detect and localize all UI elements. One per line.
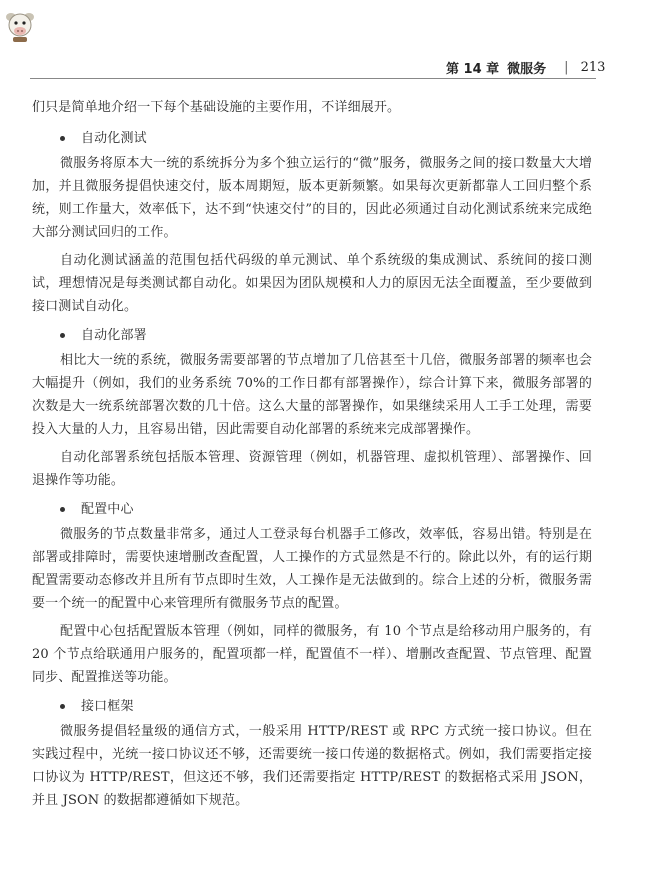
header-rule bbox=[30, 78, 596, 79]
header-separator: | bbox=[564, 59, 569, 75]
chapter-title: 微服务 bbox=[507, 61, 547, 77]
section-heading-auto-deploy bbox=[60, 324, 592, 347]
section-heading-config-center bbox=[60, 498, 592, 521]
bullet-icon bbox=[60, 136, 65, 141]
paragraph: 微服务提倡轻量级的通信方式，一般采用 HTTP/REST 或 RPC 方式统一接口协议。但在实践过程中，光统一接口协议还不够，还需要统一接口传递的数据格式。例如，我们需要指定接口协议为 HTTP/REST，但这还不够，我们还需要指定 HTTP/REST 的数据格式采用 JSON，并且 JSON 的数据都遵循如下规范。 bbox=[32, 724, 592, 808]
paragraph: 配置中心包括配置版本管理（例如，同样的微服务，有 10 个节点是给移动用户服务的，有 20 个节点给联通用户服务的，配置项都一样，配置值不一样）、增删改查配置、节点管理、配置同步、配置推送等功能。 bbox=[32, 624, 592, 685]
section-heading-text: 配置中心 bbox=[81, 502, 134, 517]
intro-paragraph: 们只是简单地介绍一下每个基础设施的主要作用，不详细展开。 bbox=[32, 100, 401, 115]
paragraph: 自动化部署系统包括版本管理、资源管理（例如，机器管理、虚拟机管理）、部署操作、回退操作等功能。 bbox=[32, 450, 592, 488]
chapter-label: 第 14 章 bbox=[446, 61, 500, 77]
paragraph: 微服务的节点数量非常多，通过人工登录每台机器手工修改，效率低，容易出错。特别是在部署或排障时，需要快速增删改查配置，人工操作的方式显然是不行的。除此以外，有的运行期配置需要动态修改并且所有节点即时生效，人工操作是无法做到的。综合上述的分析，微服务需要一个统一的配置中心来管理所有微服务节点的配置。 bbox=[32, 527, 592, 611]
bullet-icon bbox=[60, 704, 65, 709]
paragraph: 微服务将原本大一统的系统拆分为多个独立运行的“微”服务，微服务之间的接口数量大大增加，并且微服务提倡快速交付，版本周期短，版本更新频繁。如果每次更新都靠人工回归整个系统，则工作量大，效率低下，达不到“快速交付”的目的，因此必须通过自动化测试系统来完成绝大部分测试回归的工作。 bbox=[32, 156, 592, 240]
section-heading-auto-test bbox=[60, 127, 592, 150]
bullet-icon bbox=[60, 333, 65, 338]
section-heading-interface-framework bbox=[60, 695, 592, 718]
page-number: 213 bbox=[580, 59, 606, 75]
publisher-logo-icon bbox=[4, 8, 36, 44]
bullet-icon bbox=[60, 507, 65, 512]
running-header bbox=[446, 56, 605, 78]
section-heading-text: 接口框架 bbox=[81, 699, 134, 714]
paragraph: 相比大一统的系统，微服务需要部署的节点增加了几倍甚至十几倍，微服务部署的频率也会大幅提升（例如，我们的业务系统 70%的工作日都有部署操作），综合计算下来，微服务部署的次数是大一统系统部署次数的几十倍。这么大量的部署操作，如果继续采用人工手工处理，需要投入大量的人力，且容易出错，因此需要自动化部署的系统来完成部署操作。 bbox=[32, 353, 592, 437]
page-body bbox=[32, 96, 592, 817]
paragraph: 自动化测试涵盖的范围包括代码级的单元测试、单个系统级的集成测试、系统间的接口测试，理想情况是每类测试都自动化。如果因为团队规模和人力的原因无法全面覆盖，至少要做到接口测试自动化。 bbox=[32, 253, 592, 314]
section-heading-text: 自动化测试 bbox=[81, 131, 147, 146]
section-heading-text: 自动化部署 bbox=[81, 328, 147, 343]
